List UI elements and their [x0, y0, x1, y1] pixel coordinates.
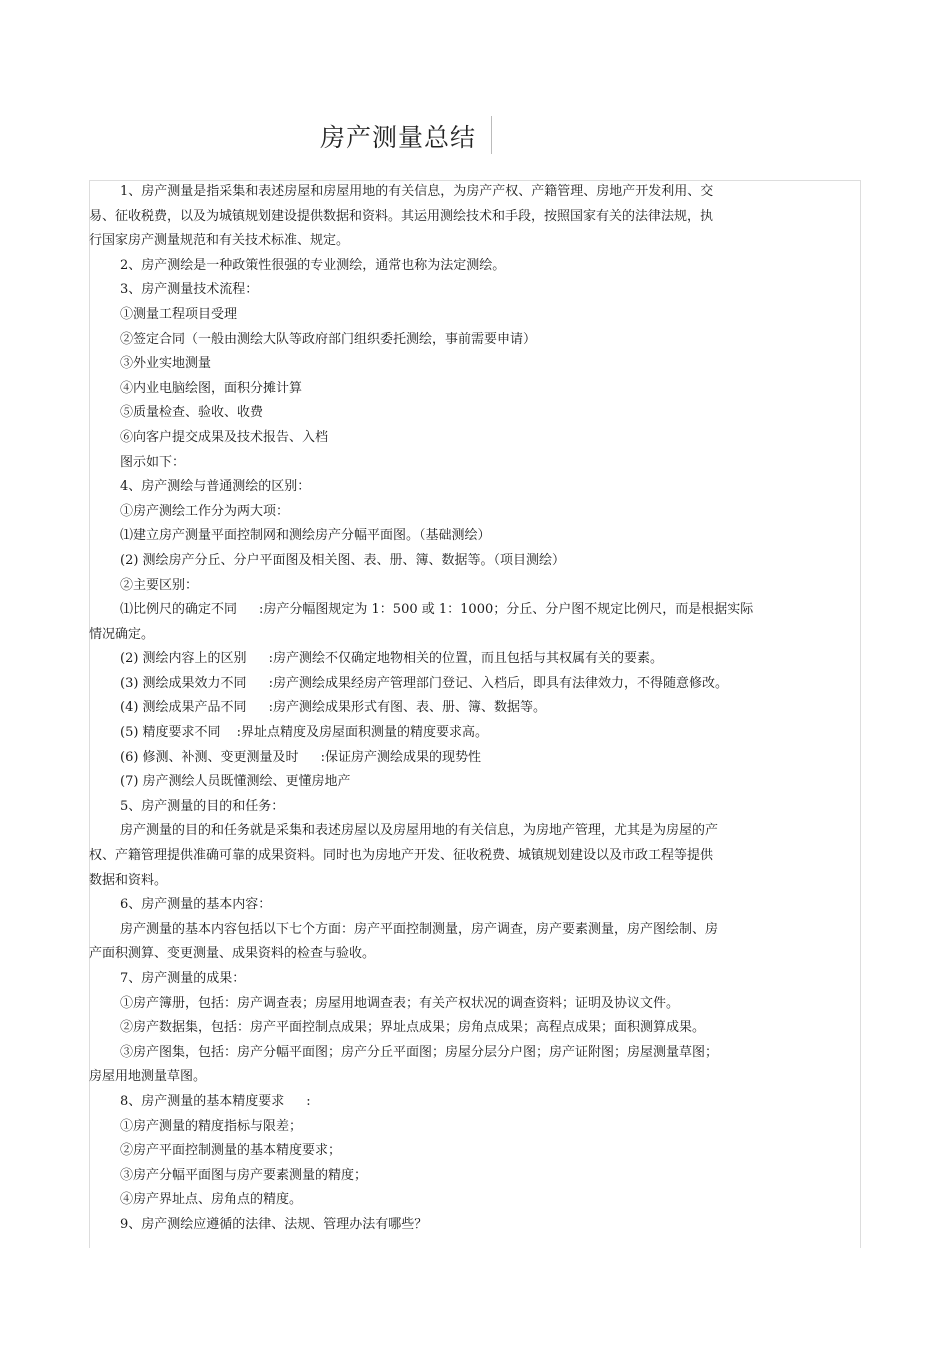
- item-text: :房产测绘成果经房产管理部门登记、入档后，即具有法律效力，不得随意修改。: [268, 675, 728, 691]
- section-heading: 9、房产测绘应遵循的法律、法规、管理办法有哪些？: [120, 1216, 428, 1232]
- heading-text: 8、房产测量的基本精度要求: [120, 1093, 285, 1109]
- list-item: ⑤质量检查、验收、收费: [120, 405, 264, 421]
- list-item: ④内业电脑绘图，面积分摊计算: [120, 380, 303, 396]
- paragraph-line: 产面积测算、变更测量、成果资料的检查与验收。: [89, 946, 376, 962]
- document-body: [89, 180, 857, 1238]
- item-label: ⑴比例尺的确定不同: [120, 602, 238, 618]
- paragraph-line: 图示如下：: [120, 454, 186, 470]
- item-text: :房产测绘成果形式有图、表、册、簿、数据等。: [268, 700, 546, 716]
- paragraph-line: 房产测量的目的和任务就是采集和表述房屋以及房屋用地的有关信息，为房地产管理，尤其是为房屋的产: [120, 823, 719, 839]
- paragraph-line: 情况确定。: [89, 626, 155, 642]
- section-heading: 4、房产测绘与普通测绘的区别：: [120, 479, 311, 495]
- item-label: (4) 测绘成果产品不同: [120, 700, 247, 716]
- list-item: ⑴建立房产测量平面控制网和测绘房产分幅平面图。（基础测绘）: [120, 528, 491, 544]
- list-item: ②签定合同（一般由测绘大队等政府部门组织委托测绘，事前需要申请）: [120, 331, 537, 347]
- item-text: :房产测绘不仅确定地物相关的位置，而且包括与其权属有关的要素。: [268, 651, 663, 667]
- list-item: [89, 598, 857, 623]
- item-label: (6) 修测、补测、变更测量及时: [120, 749, 299, 765]
- frame-border-right: [860, 180, 861, 1248]
- heading-colon: :: [306, 1093, 311, 1109]
- list-item: ③外业实地测量: [120, 356, 212, 372]
- list-item: ③房产图集，包括：房产分幅平面图；房产分丘平面图；房屋分层分户图；房产证附图；房屋测量草图；: [120, 1044, 719, 1060]
- paragraph-line: 房产测量的基本内容包括以下七个方面：房产平面控制测量，房产调查，房产要素测量，房产图绘制、房: [120, 921, 719, 937]
- list-item: ②主要区别：: [120, 577, 199, 593]
- section-heading: [89, 1090, 857, 1115]
- list-item: [89, 672, 857, 697]
- paragraph-line: 行国家房产测量规范和有关技术标准、规定。: [89, 233, 350, 249]
- paragraph-line: 1、房产测量是指采集和表述房屋和房屋用地的有关信息，为房产产权、产籍管理、房地产开发利用、交: [120, 184, 714, 199]
- item-text: :保证房产测绘成果的现势性: [320, 749, 481, 765]
- section-heading: 6、房产测量的基本内容：: [120, 897, 272, 913]
- text-cursor: [491, 116, 492, 154]
- list-item: [89, 746, 857, 771]
- item-label: (2) 测绘内容上的区别: [120, 651, 247, 667]
- list-item: ③房产分幅平面图与房产要素测量的精度；: [120, 1167, 368, 1183]
- list-item: [89, 721, 857, 746]
- section-heading: 5、房产测量的目的和任务：: [120, 798, 285, 814]
- section-heading: 3、房产测量技术流程：: [120, 282, 259, 298]
- list-item: (7) 房产测绘人员既懂测绘、更懂房地产: [120, 774, 351, 790]
- item-text: :房产分幅图规定为 1：500 或 1：1000；分丘、分户图不规定比例尺，而是根据实际: [259, 602, 754, 618]
- paragraph-line: 权、产籍管理提供准确可靠的成果资料。同时也为房地产开发、征收税费、城镇规划建设以及市政工程等提供: [89, 848, 714, 864]
- paragraph-line: 房屋用地测量草图。: [89, 1069, 207, 1085]
- paragraph-line: 易、征收税费，以及为城镇规划建设提供数据和资料。其运用测绘技术和手段，按照国家有关的法律法规，执: [89, 208, 714, 224]
- item-text: :界址点精度及房屋面积测量的精度要求高。: [236, 725, 488, 741]
- list-item: ①房产测量的精度指标与限差；: [120, 1118, 303, 1134]
- item-label: (3) 测绘成果效力不同: [120, 675, 247, 691]
- section-heading: 7、房产测量的成果：: [120, 971, 246, 986]
- list-item: ④房产界址点、房角点的精度。: [120, 1192, 303, 1208]
- list-item: ⑥向客户提交成果及技术报告、入档: [120, 429, 329, 445]
- list-item: [89, 696, 857, 721]
- list-item: ①测量工程项目受理: [120, 306, 238, 322]
- paragraph-line: 2、房产测绘是一种政策性很强的专业测绘，通常也称为法定测绘。: [120, 257, 506, 273]
- list-item: [89, 647, 857, 672]
- list-item: ①房产簿册，包括：房产调查表；房屋用地调查表；有关产权状况的调查资料；证明及协议文件。: [120, 995, 680, 1011]
- list-item: (2) 测绘房产分丘、分户平面图及相关图、表、册、簿、数据等。（项目测绘）: [120, 552, 566, 568]
- paragraph-line: 数据和资料。: [89, 872, 168, 888]
- list-item: ①房产测绘工作分为两大项：: [120, 503, 290, 519]
- document-title: 房产测量总结: [320, 123, 477, 152]
- item-label: (5) 精度要求不同: [120, 725, 221, 741]
- list-item: ②房产平面控制测量的基本精度要求；: [120, 1143, 342, 1159]
- list-item: ②房产数据集，包括：房产平面控制点成果；界址点成果；房角点成果；高程点成果；面积测算成果。: [120, 1020, 706, 1036]
